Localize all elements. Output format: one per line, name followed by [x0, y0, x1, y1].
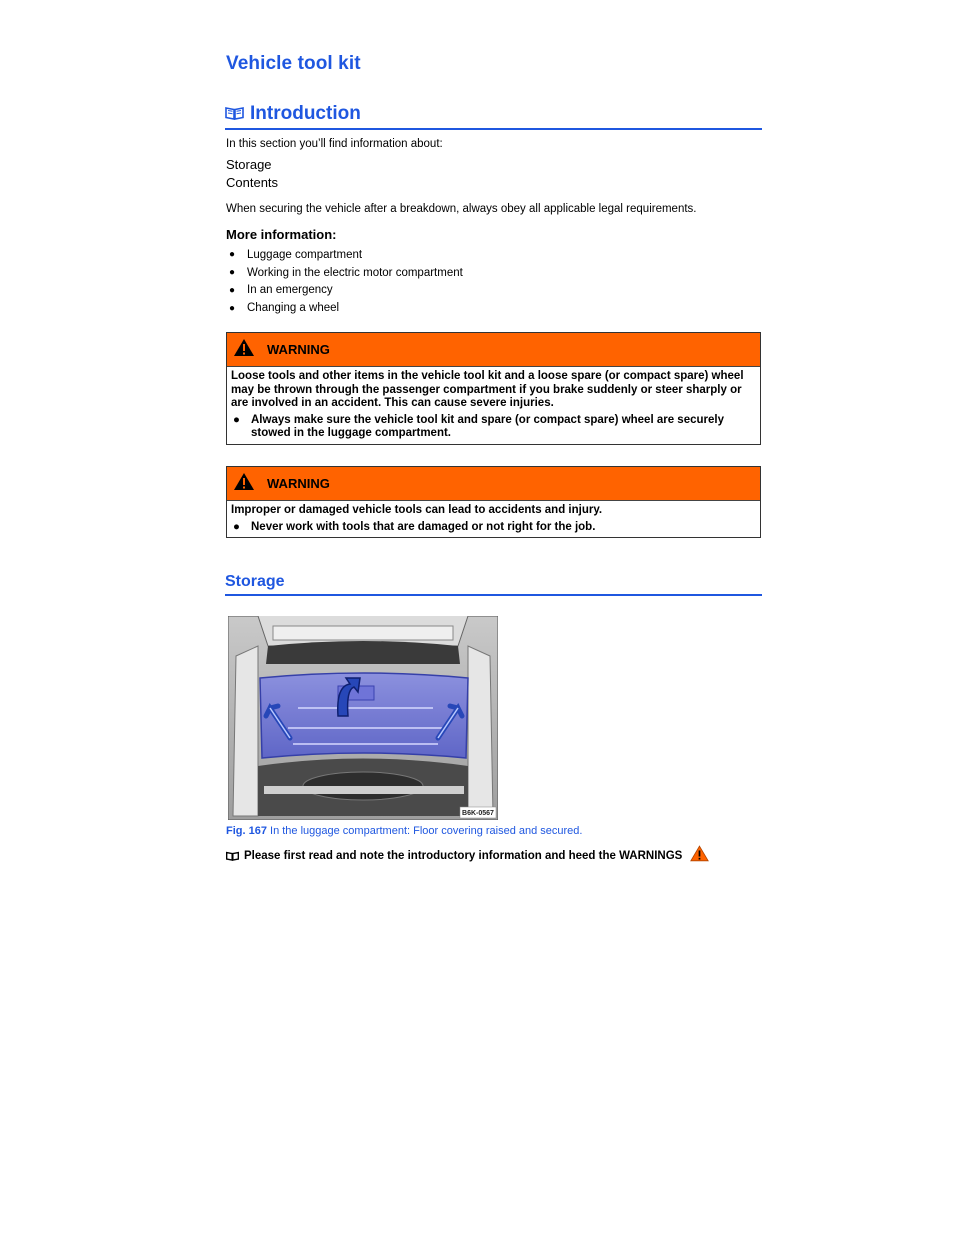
- warning-text: Improper or damaged vehicle tools can lead to accidents and injury.: [231, 504, 603, 516]
- book-icon: [226, 851, 239, 861]
- warning-triangle-icon[interactable]: [690, 845, 709, 862]
- topic-link-contents[interactable]: Contents: [226, 175, 279, 190]
- warning-label: WARNING: [267, 342, 330, 357]
- intro-lead: In this section you’ll find information about:: [226, 138, 443, 150]
- figure-code: B6K-0567: [462, 810, 494, 817]
- figure-caption-label: Fig. 167: [226, 825, 267, 837]
- figure-caption: [226, 825, 582, 837]
- warning-text: Loose tools and other items in the vehicle tool kit and a loose spare (or compact spare) wheel may be thrown through the passenger compartment if you brake suddenly or steer sharply or are involved in an accident. This can cause severe injuries.: [231, 370, 744, 409]
- book-icon: [225, 106, 244, 120]
- warning-triangle-icon: [233, 338, 255, 357]
- warning-header: [227, 333, 760, 367]
- warning-box: WARNING Loose tools and other items in the vehicle tool kit and a loose spare (or compact spare) wheel may be thrown through the passenger compartment if you brake suddenly or steer sharply or are involved in an accident. This can cause severe injuries. ● Always make sure the vehicle tool kit and spare (or compact spare) wheel are securely stowed in the luggage compartment.: [226, 332, 761, 445]
- warning-triangle-icon: [233, 472, 255, 491]
- list-item[interactable]: ● Luggage compartment: [229, 248, 363, 261]
- luggage-compartment-figure: [228, 616, 498, 820]
- more-info-list: [226, 246, 463, 317]
- warning-bullet: Never work with tools that are damaged or not right for the job.: [251, 520, 596, 533]
- section-heading-introduction: [225, 103, 762, 130]
- read-first-note: [226, 850, 709, 862]
- section-heading-storage: Storage: [225, 573, 762, 596]
- warning-bullet: Always make sure the vehicle tool kit and spare (or compact spare) wheel are securely stowed in the luggage compartment.: [251, 413, 724, 439]
- introduction-heading-text: Introduction: [250, 103, 361, 124]
- legal-note: When securing the vehicle after a breakdown, always obey all applicable legal requirements.: [226, 203, 697, 215]
- luggage-compartment-illustration: [228, 616, 498, 820]
- list-item[interactable]: ● In an emergency: [229, 284, 333, 297]
- warning-header: [227, 467, 760, 501]
- list-item[interactable]: ● Working in the electric motor compartment: [229, 266, 463, 279]
- warning-label: WARNING: [267, 476, 330, 491]
- list-item[interactable]: ● Changing a wheel: [229, 302, 340, 315]
- read-first-note-text: Please first read and note the introductory information and heed the WARNINGS: [244, 850, 683, 862]
- topic-link-storage[interactable]: Storage: [226, 157, 272, 172]
- warning-box: WARNING Improper or damaged vehicle tools can lead to accidents and injury. ● Never work with tools that are damaged or not right for the job.: [226, 466, 761, 538]
- more-info-label: More information:: [226, 227, 337, 242]
- page-title: Vehicle tool kit: [226, 53, 361, 74]
- figure-caption-text: In the luggage compartment: Floor covering raised and secured.: [266, 825, 583, 837]
